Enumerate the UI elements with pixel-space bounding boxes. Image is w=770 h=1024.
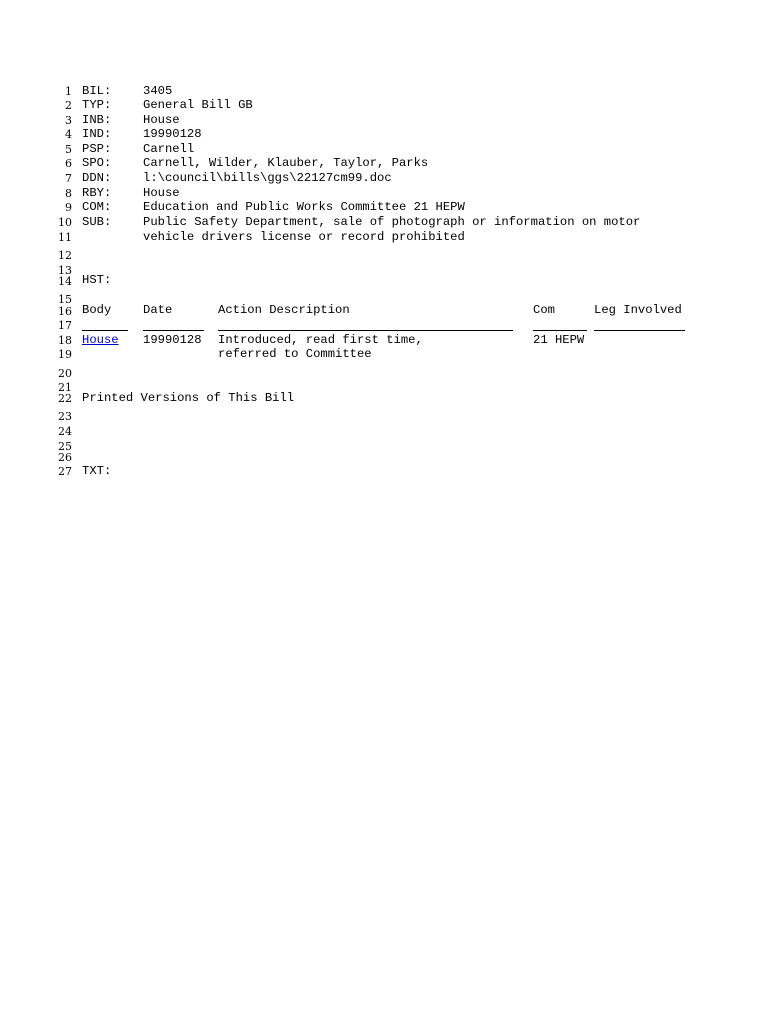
field-value: House bbox=[143, 113, 180, 127]
line-number: 14 bbox=[58, 275, 72, 288]
line-number: 13 bbox=[58, 264, 72, 277]
field-label: SUB: bbox=[82, 215, 112, 229]
line-number: 12 bbox=[58, 249, 72, 262]
field-value: vehicle drivers license or record prohibited bbox=[143, 230, 465, 244]
line-number: 21 bbox=[58, 381, 72, 394]
field-label: DDN: bbox=[82, 171, 112, 185]
txt-label: TXT: bbox=[82, 464, 112, 478]
row-action-continued: referred to Committee bbox=[218, 347, 372, 361]
column-header-body: Body bbox=[82, 303, 112, 317]
row-committee: 21 HEPW bbox=[533, 333, 585, 347]
field-value: l:\council\bills\ggs\22127cm99.doc bbox=[143, 171, 392, 185]
history-label: HST: bbox=[82, 273, 112, 287]
field-label: RBY: bbox=[82, 186, 112, 200]
line-number: 25 bbox=[58, 440, 72, 453]
column-rule-action bbox=[218, 330, 513, 331]
line-number: 27 bbox=[58, 465, 72, 478]
column-rule-com bbox=[533, 330, 587, 331]
field-label: TYP: bbox=[82, 98, 112, 112]
line-number: 16 bbox=[58, 305, 72, 318]
line-number: 5 bbox=[65, 143, 72, 156]
field-label: IND: bbox=[82, 127, 112, 141]
field-label: BIL: bbox=[82, 84, 112, 98]
column-header-action: Action Description bbox=[218, 303, 350, 317]
column-header-date: Date bbox=[143, 303, 173, 317]
line-number: 24 bbox=[58, 425, 72, 438]
line-number: 3 bbox=[65, 114, 72, 127]
column-header-leg: Leg Involved bbox=[594, 303, 682, 317]
line-number: 22 bbox=[58, 392, 72, 405]
field-label: INB: bbox=[82, 113, 112, 127]
column-rule-body bbox=[82, 330, 128, 331]
field-value: 19990128 bbox=[143, 127, 202, 141]
field-label: COM: bbox=[82, 200, 112, 214]
row-date: 19990128 bbox=[143, 333, 202, 347]
line-number: 20 bbox=[58, 367, 72, 380]
row-action: Introduced, read first time, bbox=[218, 333, 423, 347]
line-number: 23 bbox=[58, 410, 72, 423]
field-value: House bbox=[143, 186, 180, 200]
line-number: 26 bbox=[58, 451, 72, 464]
line-number: 17 bbox=[58, 319, 72, 332]
column-rule-date bbox=[143, 330, 204, 331]
line-number: 19 bbox=[58, 348, 72, 361]
field-label: SPO: bbox=[82, 156, 112, 170]
line-number: 7 bbox=[65, 172, 72, 185]
line-number: 15 bbox=[58, 293, 72, 306]
line-number: 8 bbox=[65, 187, 72, 200]
line-number: 11 bbox=[58, 231, 72, 244]
body-house-link[interactable]: House bbox=[82, 333, 119, 347]
line-number: 18 bbox=[58, 334, 72, 347]
field-value: Public Safety Department, sale of photograph or information on motor bbox=[143, 215, 641, 229]
column-rule-leg bbox=[594, 330, 685, 331]
line-number: 1 bbox=[65, 85, 72, 98]
line-number: 10 bbox=[58, 216, 72, 229]
field-value: Carnell, Wilder, Klauber, Taylor, Parks bbox=[143, 156, 429, 170]
field-value: General Bill GB bbox=[143, 98, 253, 112]
field-value: 3405 bbox=[143, 84, 173, 98]
line-number: 4 bbox=[65, 128, 72, 141]
column-header-com: Com bbox=[533, 303, 555, 317]
line-number: 2 bbox=[65, 99, 72, 112]
line-number: 6 bbox=[65, 157, 72, 170]
line-number: 9 bbox=[65, 201, 72, 214]
field-value: Education and Public Works Committee 21 HEPW bbox=[143, 200, 465, 214]
field-label: PSP: bbox=[82, 142, 112, 156]
printed-versions-heading: Printed Versions of This Bill bbox=[82, 391, 295, 405]
field-value: Carnell bbox=[143, 142, 195, 156]
